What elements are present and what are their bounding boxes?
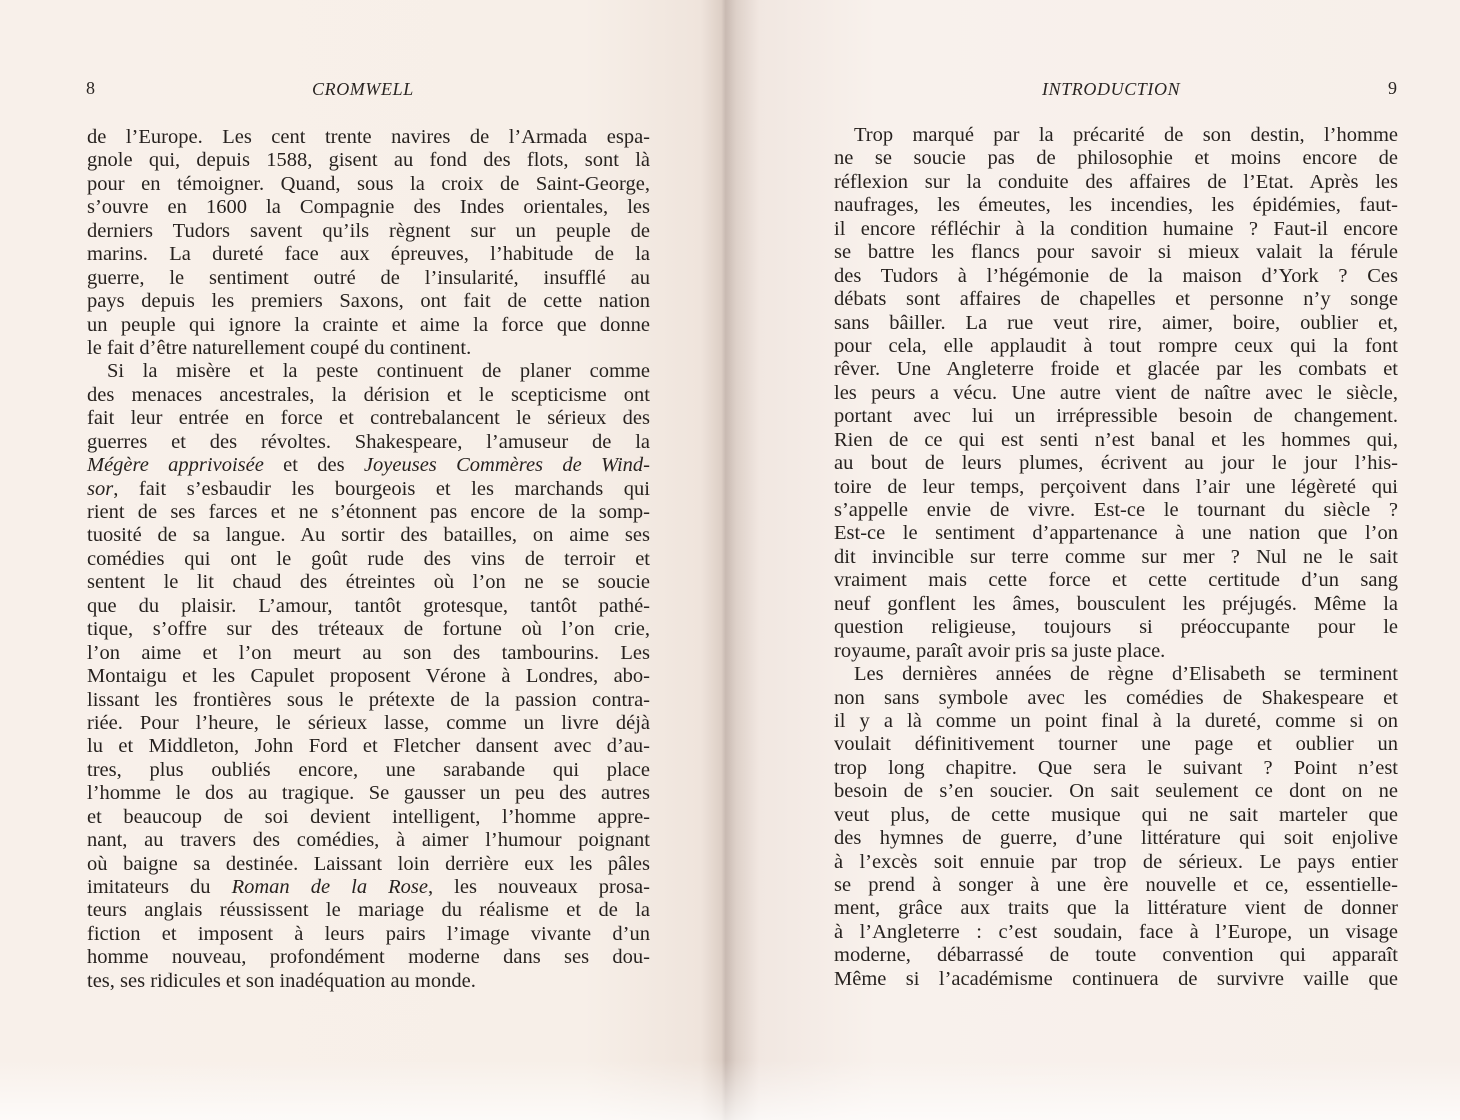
text-line [834, 944, 1398, 967]
text-run: voulait définitivement tourner une page et oublier un [834, 733, 1398, 756]
text-run: l’on aime et l’on meurt au son des tambourins. Les [87, 641, 650, 664]
running-head: INTRODUCTION [1042, 79, 1181, 99]
text-line [87, 876, 650, 899]
text-line [834, 569, 1398, 592]
text-line [834, 804, 1398, 827]
text-run: se battre les flancs pour savoir si mieux valait la férule [834, 241, 1398, 264]
text-line [834, 616, 1398, 639]
text-line [87, 782, 650, 805]
text-run: moderne, débarrassé de toute convention qui apparaît [834, 944, 1398, 967]
text-run: pour en témoigner. Quand, sous la croix de Saint-George, [87, 172, 650, 195]
text-line [87, 712, 650, 735]
text-line [834, 499, 1398, 522]
text-run: besoin de s’en soucier. On sait seulement ce dont on ne [834, 780, 1398, 803]
text-line [834, 312, 1398, 335]
text-line [87, 314, 650, 337]
text-run: des menaces ancestrales, la dérision et le scepticisme ont [87, 383, 650, 406]
italic-title: Joyeuses Commères de Wind- [363, 454, 650, 477]
text-line [87, 923, 650, 946]
text-run: riée. Pour l’heure, le sérieux lasse, comme un livre déjà [87, 711, 650, 734]
text-line [834, 851, 1398, 874]
text-line [834, 476, 1398, 499]
text-run: royaume, paraît avoir pris sa juste place. [834, 639, 1166, 662]
text-line [834, 522, 1398, 545]
text-run: à l’Angleterre : c’est soudain, face à l’Europe, un visage [834, 920, 1398, 943]
text-run: portant avec lui un irrépressible besoin de changement. [834, 405, 1398, 428]
text-line [834, 827, 1398, 850]
text-line [834, 124, 1398, 147]
text-line [834, 874, 1398, 897]
text-run: se prend à songer à une ère nouvelle et ce, essentielle- [834, 874, 1398, 896]
text-run: gnole qui, depuis 1588, gisent au fond des flots, sont là [87, 149, 650, 172]
body-text [87, 126, 650, 993]
text-run: tes, ses ridicules et son inadéquation au monde. [87, 969, 476, 992]
text-line [87, 899, 650, 922]
text-run: toire de leur temps, perçoivent dans l’air une légèreté qui [834, 475, 1398, 498]
text-line [834, 265, 1398, 288]
text-run: rêver. Une Angleterre froide et glacée par les combats et [834, 358, 1398, 381]
text-line [834, 218, 1398, 241]
text-run: teurs anglais réussissent le mariage du réalisme et de la [87, 899, 650, 922]
text-run: Trop marqué par la précarité de son destin, l’homme [854, 124, 1398, 146]
text-line [87, 853, 650, 876]
text-run: trop long chapitre. Que sera le suivant ? Point n’est [834, 756, 1398, 779]
text-line [834, 171, 1398, 194]
text-run: tique, s’offre sur des tréteaux de fortune où l’on crie, [87, 618, 650, 641]
text-run: marins. La dureté face aux épreuves, l’habitude de la [87, 243, 650, 266]
italic-title: Mégère apprivoisée [87, 454, 264, 477]
text-run: il y a là comme un point final à la dureté, comme si on [834, 709, 1398, 732]
text-line [87, 759, 650, 782]
text-run: guerre, le sentiment outré de l’insularité, insufflé au [87, 266, 650, 289]
text-line [87, 220, 650, 243]
left-page [0, 0, 726, 1120]
text-run: Si la misère et la peste continuent de planer comme [107, 360, 650, 383]
page-bottom-edge [0, 1060, 1460, 1120]
text-run: fait leur entrée en force et contrebalancent le sérieux des [87, 407, 650, 430]
text-line [834, 405, 1398, 428]
text-line [834, 687, 1398, 710]
text-line [834, 358, 1398, 381]
text-run: et beaucoup de soi devient intelligent, l’homme appre- [87, 805, 650, 828]
text-line [834, 194, 1398, 217]
text-line [87, 618, 650, 641]
text-run: Les dernières années de règne d’Elisabeth se terminent [854, 663, 1398, 686]
text-run: , fait s’esbaudir les bourgeois et les marchands qui [113, 477, 650, 500]
page-number: 8 [86, 78, 95, 98]
text-run: nant, au travers des comédies, à aimer l’humour poignant [87, 829, 650, 852]
text-line [87, 267, 650, 290]
text-run: de l’Europe. Les cent trente navires de l’Armada espa- [87, 126, 650, 148]
text-run: Même si l’académisme continuera de survivre vaille que [834, 967, 1398, 990]
text-run: où baigne sa destinée. Laissant loin derrière eux les pâles [87, 852, 650, 875]
text-run: s’ouvre en 1600 la Compagnie des Indes orientales, les [87, 196, 650, 219]
text-line [87, 548, 650, 571]
text-line [87, 243, 650, 266]
text-line [834, 780, 1398, 803]
text-run: réflexion sur la conduite des affaires de l’Etat. Après les [834, 170, 1398, 193]
text-line [87, 478, 650, 501]
right-page [734, 0, 1460, 1120]
text-run: rient de ses farces et ne s’étonnent pas encore de la somp- [87, 501, 650, 523]
text-run: sans bâiller. La rue veut rire, aimer, boire, oublier et, [834, 311, 1398, 334]
text-run: dit invincible sur terre comme sur mer ? Nul ne le sait [834, 545, 1398, 568]
text-run: sentent le lit chaud des étreintes où l’on ne se soucie [87, 571, 650, 594]
text-line [834, 640, 1398, 663]
text-run: pour cela, elle applaudit à tout rompre ceux qui la font [834, 334, 1398, 357]
text-line [834, 757, 1398, 780]
text-run: , les nouveaux prosa- [427, 876, 650, 898]
text-line [87, 126, 650, 149]
text-line [834, 147, 1398, 170]
text-line [834, 429, 1398, 452]
text-line [834, 546, 1398, 569]
text-line [834, 593, 1398, 616]
text-run: pays depuis les premiers Saxons, ont fait de cette nation [87, 290, 650, 313]
text-line [834, 382, 1398, 405]
italic-title: Roman de la Rose [231, 876, 428, 898]
text-run: veut plus, de cette musique qui ne sait marteler que [834, 803, 1398, 826]
text-line [87, 501, 650, 524]
text-run: les peurs a vécu. Une autre vient de naître avec le siècle, [834, 381, 1398, 404]
text-run: il encore réfléchir à la condition humaine ? Faut-il encore [834, 217, 1398, 240]
text-line [87, 337, 650, 360]
body-text [834, 124, 1398, 991]
text-run: neuf gonflent les âmes, bousculent les préjugés. Même la [834, 592, 1398, 615]
text-run: débats sont affaires de chapelles et personne n’y songe [834, 288, 1398, 311]
text-line [87, 196, 650, 219]
text-run: s’appelle envie de vivre. Est-ce le tournant du siècle ? [834, 499, 1398, 521]
text-line [834, 452, 1398, 475]
text-run: au bout de leurs plumes, écrivent au jour le jour l’his- [834, 452, 1398, 475]
text-run: le fait d’être naturellement coupé du continent. [87, 336, 472, 359]
text-line [87, 431, 650, 454]
text-run: naufrages, les émeutes, les incendies, les épidémies, faut- [834, 194, 1398, 217]
text-line [87, 290, 650, 313]
text-run: des hymnes de guerre, d’une littérature qui soit enjolive [834, 827, 1398, 850]
text-line [834, 335, 1398, 358]
text-run: et des [263, 454, 364, 477]
text-line [87, 665, 650, 688]
text-run: guerres et des révoltes. Shakespeare, l’amuseur de la [87, 430, 650, 453]
text-run: l’homme le dos au tragique. Se gausser un peu des autres [87, 782, 650, 805]
text-line [87, 970, 650, 993]
italic-title: sor [87, 477, 114, 500]
text-line [834, 710, 1398, 733]
text-line [87, 642, 650, 665]
text-line [87, 149, 650, 172]
text-line [834, 897, 1398, 920]
text-run: lu et Middleton, John Ford et Fletcher dansent avec d’au- [87, 735, 650, 758]
text-line [834, 288, 1398, 311]
text-line [87, 407, 650, 430]
text-line [87, 946, 650, 969]
text-run: Rien de ce qui est senti n’est banal et les hommes qui, [834, 428, 1398, 451]
page-number: 9 [1388, 78, 1397, 98]
text-line [834, 921, 1398, 944]
text-line [834, 663, 1398, 686]
running-head: CROMWELL [312, 79, 414, 99]
text-run: comédies qui ont le goût rude des vins de terroir et [87, 547, 650, 570]
text-line [87, 384, 650, 407]
text-run: vraiment mais cette force et cette certitude d’un sang [834, 569, 1398, 592]
text-line [87, 173, 650, 196]
text-run: Est-ce le sentiment d’appartenance à une nation que l’on [834, 522, 1398, 545]
text-run: à l’excès soit ennuie par trop de sérieux. Le pays entier [834, 850, 1398, 873]
text-run: que du plaisir. L’amour, tantôt grotesque, tantôt pathé- [87, 594, 650, 617]
text-run: fiction et imposent à leurs pairs l’image vivante d’un [87, 922, 650, 945]
text-run: Montaigu et les Capulet proposent Vérone à Londres, abo- [87, 665, 650, 688]
text-line [87, 454, 650, 477]
text-run: imitateurs du [87, 876, 232, 898]
text-run: question religieuse, toujours si préoccupante pour le [834, 616, 1398, 639]
text-run: des Tudors à l’hégémonie de la maison d’York ? Ces [834, 264, 1398, 287]
text-line [87, 735, 650, 758]
text-line [87, 571, 650, 594]
text-line [834, 733, 1398, 756]
text-line [87, 829, 650, 852]
text-run: homme nouveau, profondément moderne dans ses dou- [87, 946, 650, 969]
text-run: derniers Tudors savent qu’ils règnent sur un peuple de [87, 219, 650, 242]
text-run: ne se soucie pas de philosophie et moins encore de [834, 147, 1398, 170]
text-run: lissant les frontières sous le prétexte de la passion contra- [87, 688, 650, 711]
text-run: ment, grâce aux traits que la littérature vient de donner [834, 897, 1398, 920]
text-run: non sans symbole avec les comédies de Shakespeare et [834, 686, 1398, 709]
text-line [834, 968, 1398, 991]
text-line [834, 241, 1398, 264]
text-line [87, 806, 650, 829]
text-line [87, 360, 650, 383]
text-line [87, 689, 650, 712]
text-line [87, 524, 650, 547]
text-run: un peuple qui ignore la crainte et aime la force que donne [87, 313, 650, 336]
text-line [87, 595, 650, 618]
text-run: tuosité de sa langue. Au sortir des batailles, on aime ses [87, 524, 650, 547]
text-run: tres, plus oubliés encore, une sarabande qui place [87, 758, 650, 781]
